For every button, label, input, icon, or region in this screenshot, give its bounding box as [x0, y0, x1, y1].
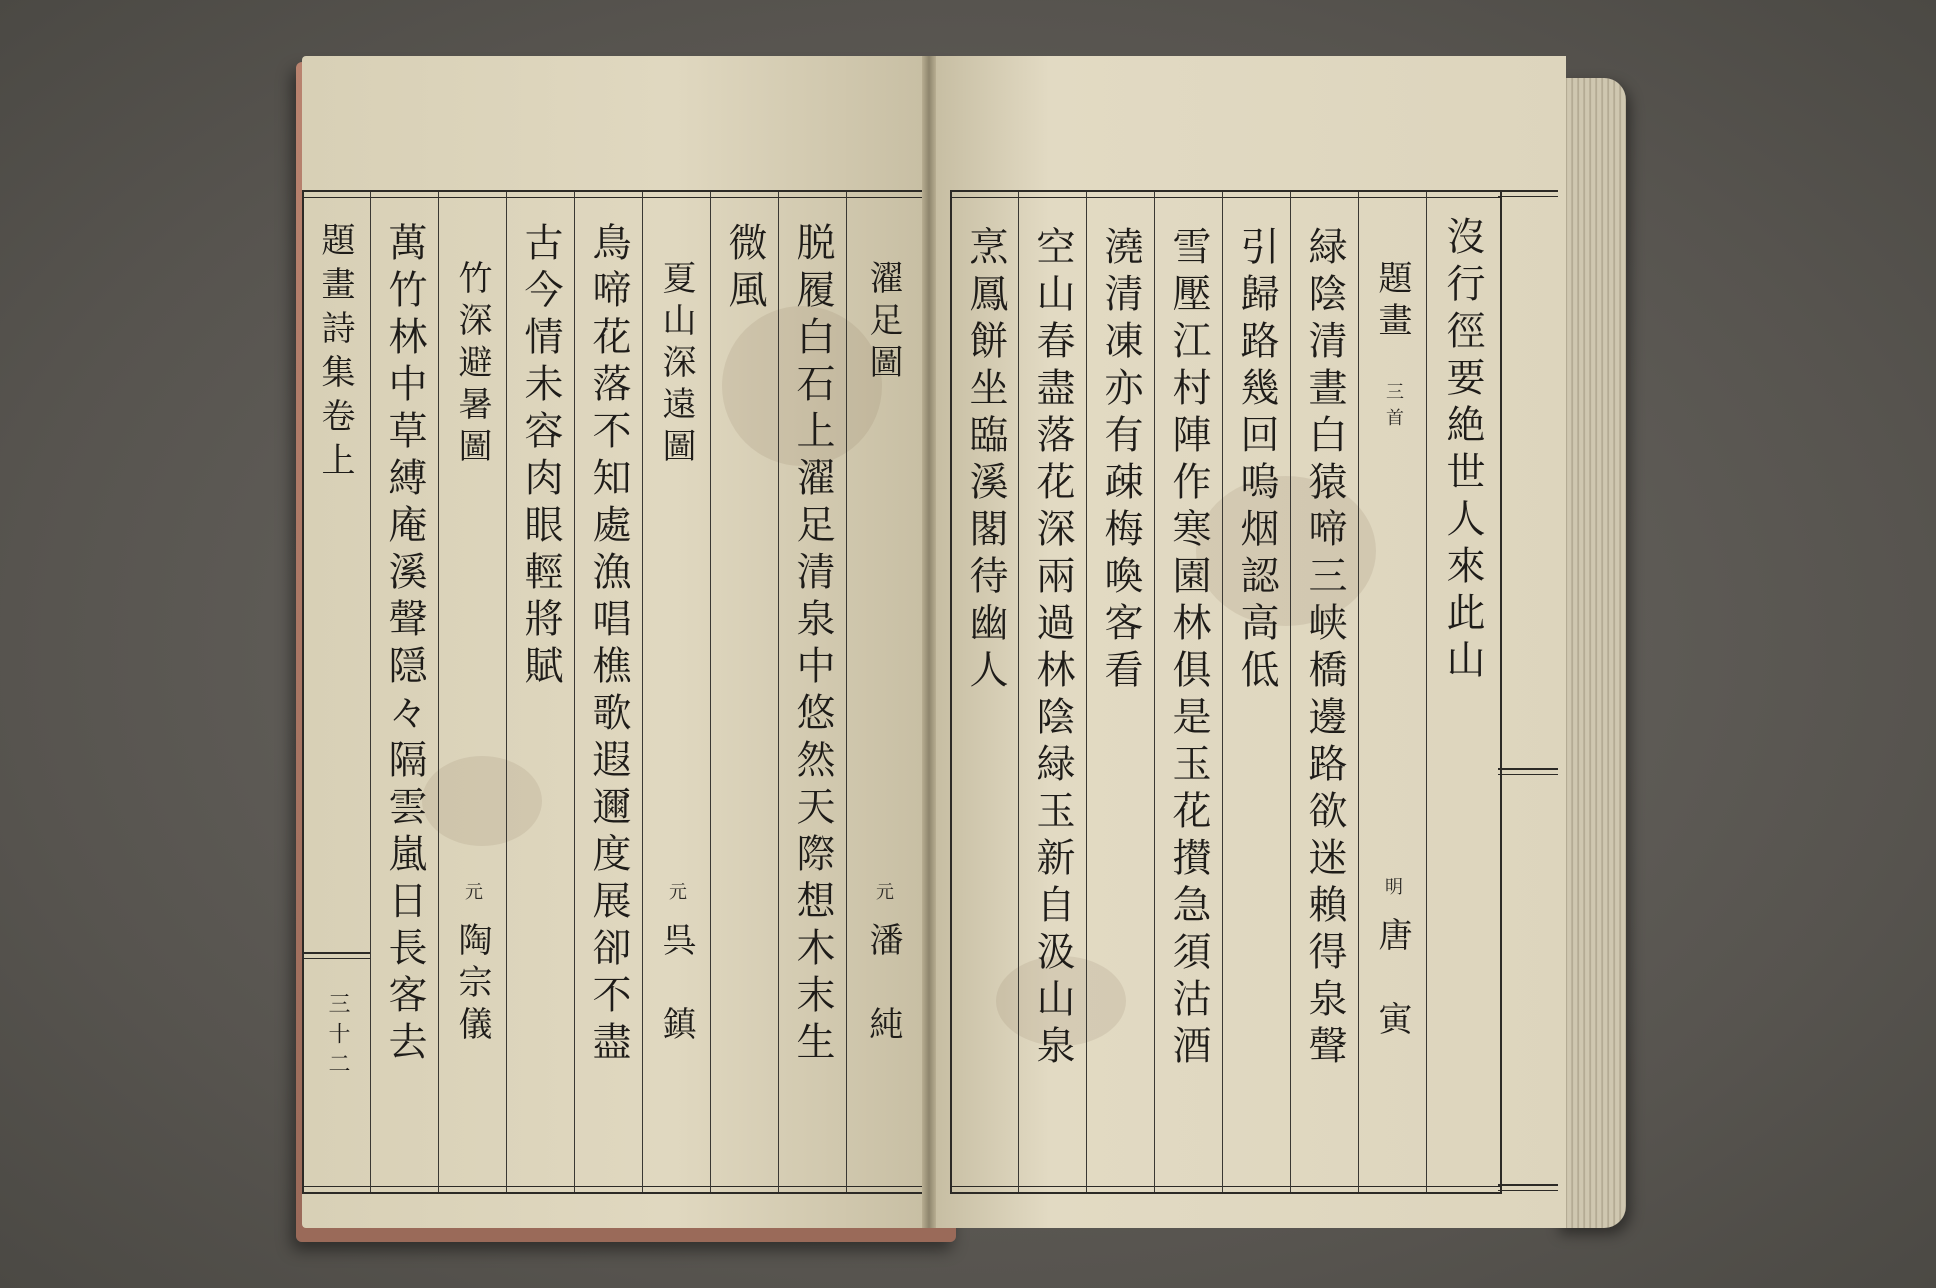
poem-column: [1224, 192, 1290, 1192]
poem-title: 題畫: [1372, 260, 1412, 344]
left-page-frame: [302, 190, 924, 1194]
poem-column: [508, 192, 574, 1192]
poem-column: [1020, 192, 1086, 1192]
poem-line: 沒行徑要絶世人來此山: [1440, 216, 1485, 686]
poem-title-column: [440, 192, 506, 1192]
poem-line: 脱履白石上濯足清泉中悠然天際想木末生: [790, 222, 835, 1068]
poem-line: 引歸路幾回嗚烟認高低: [1234, 226, 1279, 696]
dynasty-label: 元: [873, 882, 894, 908]
poet-name: 潘 純: [863, 922, 903, 1048]
dynasty-label: 元: [666, 882, 687, 908]
poem-column: [372, 192, 438, 1192]
dynasty-label: 元: [462, 882, 483, 908]
margin-rule-bottom: [1498, 1184, 1558, 1191]
poem-line: 空山春盡落花深兩過林陰緑玉新自汲山泉: [1030, 226, 1075, 1072]
poem-line: 古今情未容肉眼輕將賦: [518, 222, 563, 692]
left-page[interactable]: [302, 56, 922, 1228]
poem-column: [1292, 192, 1358, 1192]
poem-title-column: [1360, 192, 1426, 1192]
poem-title-column: [848, 192, 920, 1192]
poem-title: 濯足圖: [863, 260, 903, 386]
poet-name: 呉 鎮: [656, 922, 696, 1048]
page-number: 三十二: [325, 992, 350, 1082]
poem-line: 澆清凍亦有疎梅喚客看: [1098, 226, 1143, 696]
book-title: 題畫詩集卷上: [315, 222, 355, 486]
poet-name: 陶宗儀: [452, 922, 492, 1048]
poem-line: 雪壓江村陣作寒園林俱是玉花攅急須沽酒: [1166, 226, 1211, 1072]
dynasty-label: 明: [1382, 877, 1403, 903]
poem-title-column: [644, 192, 710, 1192]
poem-line: 烹鳳餅坐臨溪閣待幽人: [963, 226, 1008, 696]
page-stack-edge: [1556, 78, 1626, 1228]
poem-column: [780, 192, 846, 1192]
poem-line: 萬竹林中草縛庵溪聲隠々隔雲嵐日長客去: [382, 222, 427, 1068]
book-gutter: [922, 56, 936, 1228]
poem-column: [1156, 192, 1222, 1192]
margin-rule: [1498, 768, 1558, 775]
poem-title: 夏山深遠圖: [656, 260, 696, 470]
open-book: [296, 56, 1626, 1248]
poem-line: 鳥啼花落不知處漁唱樵歌遐邇度展卻不盡: [586, 222, 631, 1068]
poet-name: 唐 寅: [1372, 917, 1412, 1043]
header-column: [304, 192, 370, 1192]
poem-column: [712, 192, 778, 1192]
poem-line: 緑陰清晝白猿啼三峡橋邊路欲迷賴得泉聲: [1302, 226, 1347, 1072]
poem-count: 三首: [1383, 382, 1404, 434]
poem-column: [1428, 192, 1498, 1192]
right-page-frame: [950, 190, 1502, 1194]
poem-column: [1088, 192, 1154, 1192]
poem-title: 竹深避暑圖: [452, 260, 492, 470]
margin-rule-top: [1498, 190, 1558, 197]
poem-column: [576, 192, 642, 1192]
right-page[interactable]: [936, 56, 1566, 1228]
poem-line: 微風: [722, 222, 767, 316]
poem-column: [954, 192, 1018, 1192]
